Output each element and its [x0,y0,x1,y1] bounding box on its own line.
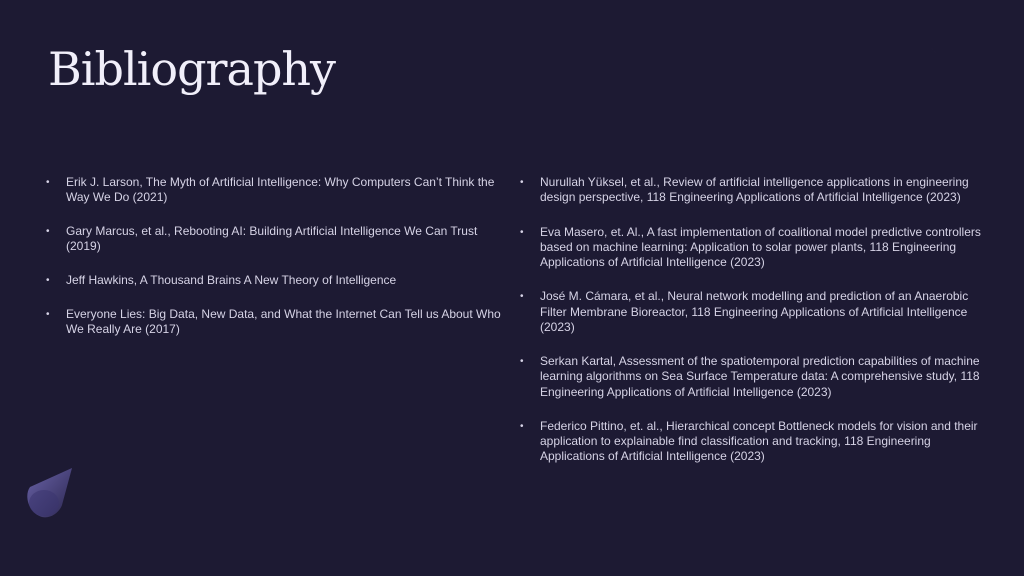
slide-title: Bibliography [48,42,335,96]
bullet: • [520,177,524,188]
citation-text: Serkan Kartal, Assessment of the spatiotemporal prediction capabilities of machine learning algorithms on Sea Surface Temperature data: A comprehensive study, 118 Engineering Applications of Artificial Intelligence (2023) [540,354,980,399]
citation-text: José M. Cámara, et al., Neural network modelling and prediction of an Anaerobic Filter Membrane Bioreactor, 118 Engineering Applications of Artificial Intelligence (2023) [540,289,969,334]
list-item [46,175,502,205]
bullet: • [520,356,524,368]
list-item [520,419,982,465]
bullet: • [46,177,50,188]
list-item [520,289,982,335]
citation-text: Federico Pittino, et. al., Hierarchical concept Bottleneck models for vision and their application to explainable find classification and tracking, 118 Engineering Applications of Artificial Intelligence (2023) [540,418,978,464]
list-item [46,307,502,337]
citation-text: Nurullah Yüksel, et al., Review of artificial intelligence applications in engineering design perspective, 118 Engineering Applications of Artificial Intelligence (2023) [540,175,969,205]
list-item [46,273,502,288]
bibliography-left-list [46,175,502,355]
bibliography-right-list [520,175,982,484]
citation-text: Erik J. Larson, The Myth of Artificial Intelligence: Why Computers Can’t Think the Way We Do (2021) [66,175,495,205]
bullet: • [520,420,524,432]
citation-text: Everyone Lies: Big Data, New Data, and What the Internet Can Tell us About Who We Really Are (2017) [66,306,501,336]
citation-text: Gary Marcus, et al., Rebooting AI: Building Artificial Intelligence We Can Trust (2019) [66,223,478,254]
bullet: • [520,291,524,303]
cone-shape-icon [22,465,78,521]
crescent-moon-icon [925,30,955,60]
bullet: • [46,225,50,237]
list-item [520,225,982,271]
list-item [520,175,982,205]
bullet: • [46,274,50,286]
bullet: • [520,226,524,238]
bullet: • [46,308,50,320]
list-item [46,224,502,254]
citation-text: Jeff Hawkins, A Thousand Brains A New Theory of Intelligence [66,272,397,287]
citation-text: Eva Masero, et. Al., A fast implementation of coalitional model predictive controllers based on machine learning: Application to solar power plants, 118 Engineering Applications of Artificial Intelligence (2023) [540,224,981,269]
list-item [520,354,982,400]
